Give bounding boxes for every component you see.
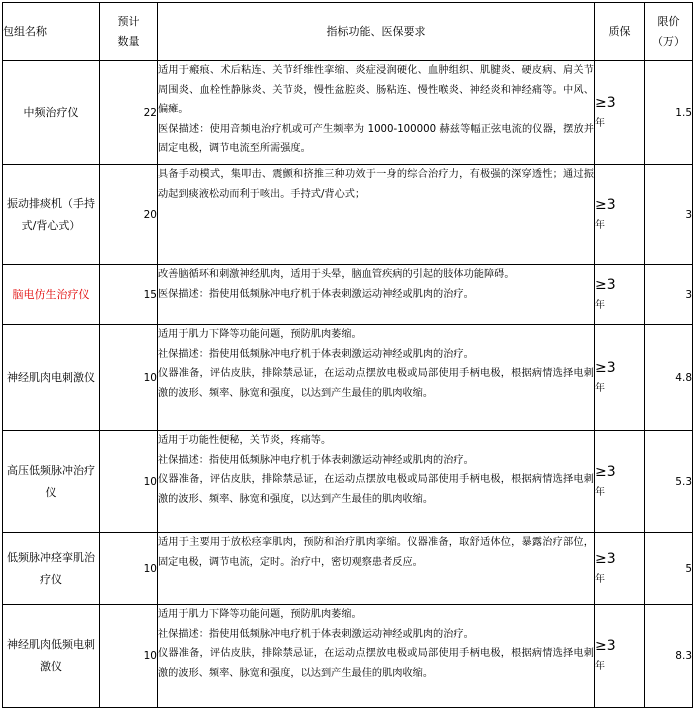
description-paragraph: 仪器准备，评估皮肤，排除禁忌证，在运动点摆放电极或局部使用手柄电极，根据病情选择电刺激的波形、频率、脉宽和强度，以达到产生最佳的肌肉收缩。 [158,474,594,505]
header-row [3,3,693,61]
item-quantity: 10 [100,325,158,431]
table-row [3,533,693,605]
header-name: 包组名称 [3,3,100,61]
item-warranty [595,605,645,708]
header-qty-line1: 预计 [117,14,140,28]
warranty-value: ≥3 [595,463,616,480]
description-paragraph: 仪器准备，评估皮肤，排除禁忌证，在运动点摆放电极或局部使用手柄电极，根据病情选择电刺激的波形、频率、脉宽和强度，以达到产生最佳的肌肉收缩。 [158,368,594,399]
header-price-line2: （万） [652,34,685,48]
table-row [3,61,693,165]
warranty-unit: 年 [595,382,605,394]
item-name: 中频治疗仪 [3,61,100,165]
item-description [158,61,595,165]
header-price-line1: 限价 [657,14,680,28]
warranty-unit: 年 [595,661,605,672]
warranty-value: ≥3 [595,94,616,111]
item-price-limit: 4.8 [645,325,693,431]
table-row [3,325,693,431]
description-paragraph: 医保描述：使用音频电治疗机或可产生频率为 1000-100000 赫兹等幅正弦电流的仪器，摆放并固定电极，调节电流至所需强度。 [158,123,594,155]
item-name: 神经肌肉低频电刺激仪 [3,605,100,708]
header-qty [100,3,158,61]
header-warranty: 质保 [595,3,645,61]
item-quantity: 10 [100,605,158,708]
item-name: 脑电仿生治疗仪 [3,265,100,325]
item-warranty [595,431,645,533]
item-name: 低频脉冲痉挛肌治疗仪 [3,533,100,605]
item-warranty [595,165,645,265]
warranty-value: ≥3 [595,550,616,567]
description-paragraph: 改善脑循环和刺激神经肌肉，适用于头晕，脑血管疾病的引起的肢体功能障碍。 [158,269,515,280]
item-description [158,325,595,431]
warranty-unit: 年 [595,486,605,498]
description-paragraph: 适用于瘢痕、术后粘连、关节纤维性挛缩、炎症浸润硬化、血肿组织、肌腱炎、硬皮病、肩关节周围炎、血栓性静脉炎、关节炎，慢性盆腔炎、肠粘连、慢性喉炎、神经炎和神经痛等。中风、偏瘫。 [158,65,594,116]
description-paragraph: 适用于肌力下降等功能问题，预防肌肉萎缩。 [158,609,362,620]
warranty-unit: 年 [595,117,605,129]
item-description [158,165,595,265]
item-price-limit: 3 [645,265,693,325]
item-quantity: 20 [100,165,158,265]
header-function: 指标功能、医保要求 [158,3,595,61]
warranty-value: ≥3 [595,276,616,293]
item-price-limit: 1.5 [645,61,693,165]
item-description [158,265,595,325]
item-price-limit: 5.3 [645,431,693,533]
table-row [3,165,693,265]
item-name: 振动排痰机（手持式/背心式） [3,165,100,265]
item-warranty [595,533,645,605]
warranty-value: ≥3 [595,196,616,213]
header-qty-line2: 数量 [117,34,140,48]
item-price-limit: 3 [645,165,693,265]
description-paragraph: 仪器准备，评估皮肤，排除禁忌证，在运动点摆放电极或局部使用手柄电极，根据病情选择电刺激的波形、频率、脉宽和强度，以达到产生最佳的肌肉收缩。 [158,648,594,679]
description-paragraph: 适用于功能性便秘，关节炎，疼痛等。 [158,435,332,446]
item-description [158,431,595,533]
warranty-unit: 年 [595,573,605,585]
item-description [158,533,595,605]
item-price-limit: 8.3 [645,605,693,708]
description-paragraph: 社保描述：指使用低频脉冲电疗机于体表刺激运动神经或肌肉的治疗。 [158,348,474,360]
item-name: 神经肌肉电刺激仪 [3,325,100,431]
warranty-unit: 年 [595,299,605,311]
item-warranty [595,265,645,325]
description-paragraph: 具备手动模式，集叩击、震颤和挤推三种功效于一身的综合治疗力，有极强的深穿透性；通过振动起到痰液松动而利于咳出。手持式/背心式； [158,169,594,200]
header-price [645,3,693,61]
item-quantity: 10 [100,431,158,533]
table-row [3,605,693,708]
item-quantity: 10 [100,533,158,605]
table-row [3,265,693,325]
description-paragraph: 适用于主要用于放松痉挛肌肉，预防和治疗肌肉挛缩。仪器准备，取舒适体位，暴露治疗部位，固定电极，调节电流，定时。治疗中，密切观察患者反应。 [158,537,594,568]
item-name: 高压低频脉冲治疗仪 [3,431,100,533]
warranty-value: ≥3 [595,638,616,654]
item-description [158,605,595,708]
item-quantity: 15 [100,265,158,325]
item-quantity: 22 [100,61,158,165]
item-price-limit: 5 [645,533,693,605]
item-warranty [595,325,645,431]
table-row [3,431,693,533]
warranty-value: ≥3 [595,359,616,376]
description-paragraph: 社保描述：指使用低频脉冲电疗机于体表刺激运动神经或肌肉的治疗。 [158,628,474,640]
description-paragraph: 医保描述：指使用低频脉冲电疗机于体表刺激运动神经或肌肉的治疗。 [158,288,474,300]
description-paragraph: 社保描述：指使用低频脉冲电疗机于体表刺激运动神经或肌肉的治疗。 [158,454,474,466]
equipment-table [2,2,693,708]
item-warranty [595,61,645,165]
description-paragraph: 适用于肌力下降等功能问题，预防肌肉萎缩。 [158,329,362,340]
warranty-unit: 年 [595,219,605,231]
